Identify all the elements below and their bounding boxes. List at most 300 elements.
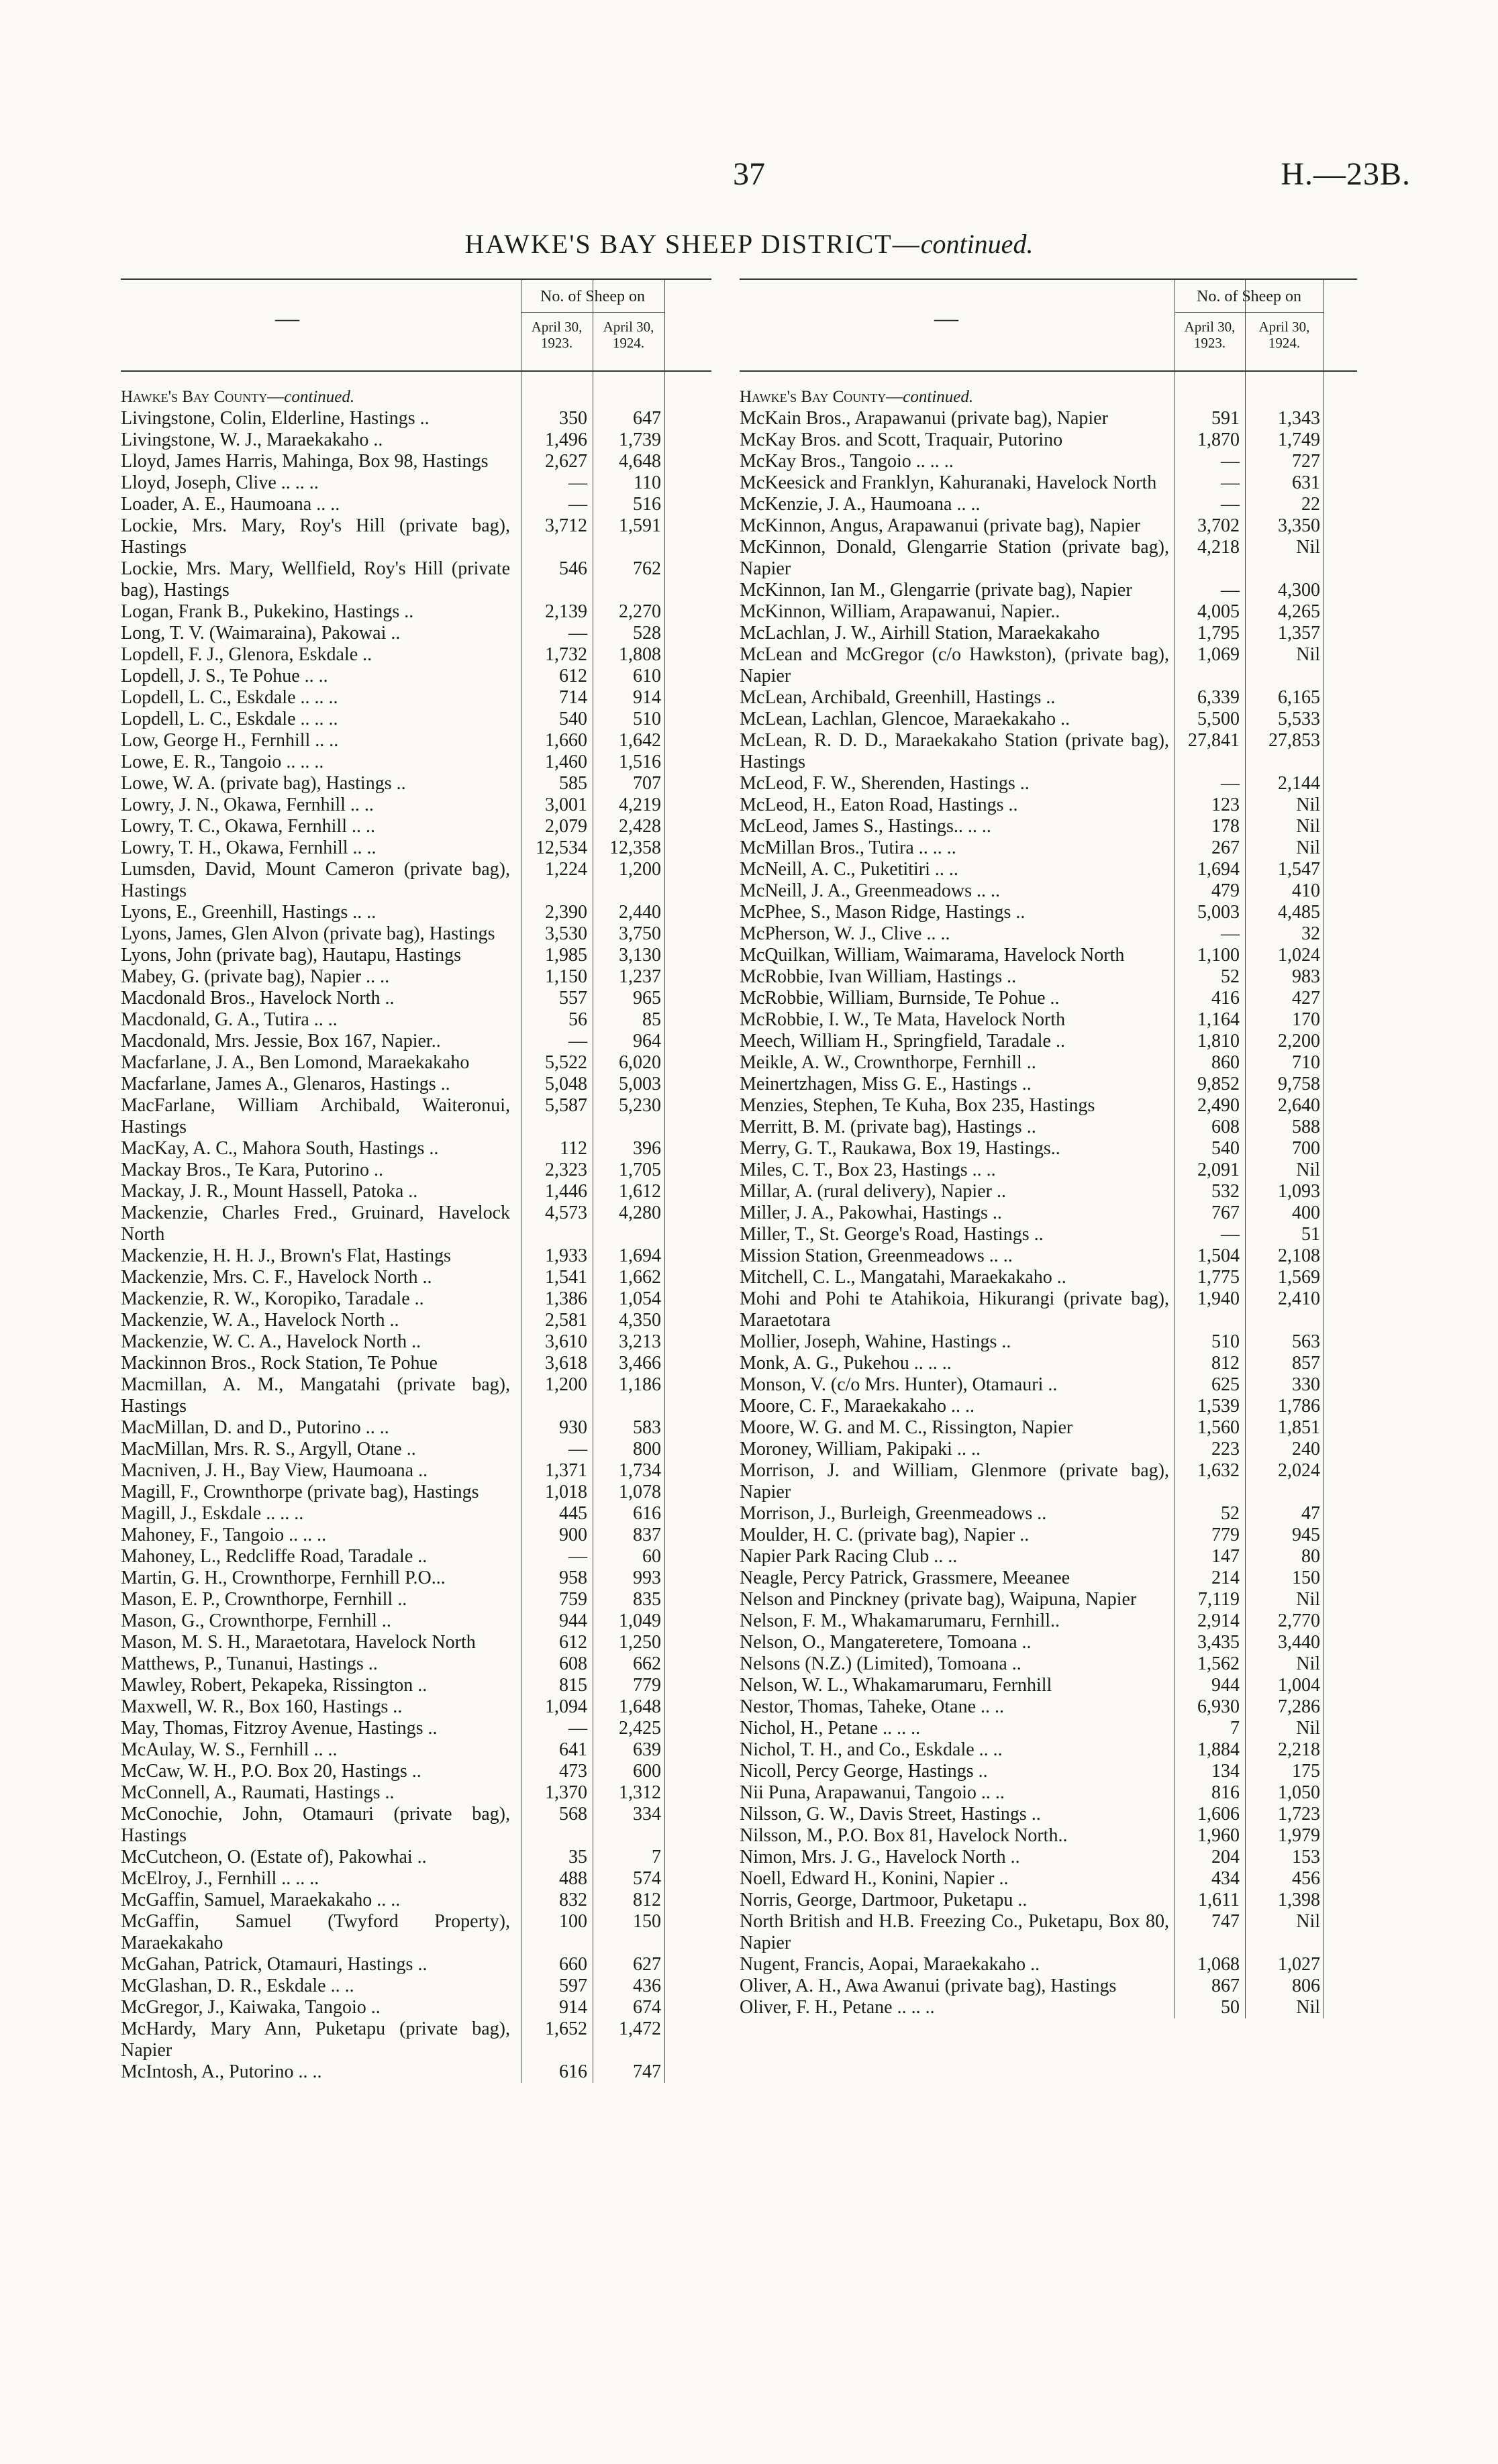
sheep-1923: 1,652 (545, 2018, 587, 2039)
table-row (121, 966, 711, 988)
entry-name: McAulay, W. S., Fernhill .. .. (121, 1739, 338, 1760)
sheep-1923: 1,632 (1197, 1460, 1240, 1481)
sheep-1924: 2,410 (1278, 1288, 1320, 1309)
page-number: 37 (733, 156, 765, 192)
sheep-1923: 860 (1211, 1052, 1240, 1073)
sheep-1923: 1,933 (545, 1245, 587, 1266)
table-row (121, 752, 711, 773)
sheep-1923: — (1221, 472, 1240, 493)
sheep-1924: 85 (642, 1009, 661, 1030)
sheep-1924: 983 (1292, 966, 1320, 987)
sheep-1923: — (1221, 1224, 1240, 1245)
entry-name: McLeod, H., Eaton Road, Hastings .. (740, 794, 1018, 815)
sheep-1923: 540 (1211, 1138, 1240, 1159)
sheep-1924: 170 (1292, 1009, 1320, 1030)
table-row (121, 429, 711, 451)
entry-name: McLean, Lachlan, Glencoe, Maraekakaho .. (740, 709, 1070, 729)
entry-name: Napier Park Racing Club .. .. (740, 1546, 958, 1567)
entry-name: Morrison, J. and William, Glenmore (private bag), Napier (740, 1460, 1169, 1502)
sheep-1923: 591 (1211, 408, 1240, 429)
table-row (740, 773, 1357, 794)
sheep-1923: 3,435 (1197, 1632, 1240, 1653)
entry-name: Nilsson, G. W., Davis Street, Hastings .. (740, 1804, 1041, 1825)
entry-name: Nii Puna, Arapawanui, Tangoio .. .. (740, 1782, 1005, 1803)
table-row (740, 1031, 1357, 1052)
entry-name: McKenzie, J. A., Haumoana .. .. (740, 494, 981, 515)
sheep-1923: 3,530 (545, 923, 587, 944)
entry-name: McKinnon, Donald, Glengarrie Station (private bag), Napier (740, 537, 1169, 579)
sheep-1924: 47 (1301, 1503, 1320, 1524)
table-row (740, 451, 1357, 472)
sheep-1924: Nil (1296, 837, 1320, 858)
table-row (740, 1546, 1357, 1568)
table-row (121, 1761, 711, 1782)
sheep-1924: 5,533 (1278, 709, 1320, 729)
sheep-1924: 240 (1292, 1439, 1320, 1459)
sheep-1924: 427 (1292, 988, 1320, 1009)
sheep-1923: 1,164 (1197, 1009, 1240, 1030)
table-row (740, 1739, 1357, 1761)
entry-name: Nelson, F. M., Whakamarumaru, Fernhill.. (740, 1610, 1060, 1631)
column-rule (1245, 278, 1246, 2018)
sheep-1923: 1,960 (1197, 1825, 1240, 1846)
table-row (740, 966, 1357, 988)
table-row (121, 1632, 711, 1653)
sheep-1924: 1,050 (1278, 1782, 1320, 1803)
entry-name: McConnell, A., Raumati, Hastings .. (121, 1782, 395, 1803)
sheep-1923: 585 (559, 773, 587, 794)
table-row (121, 1374, 711, 1417)
sheep-1924: 727 (1292, 451, 1320, 472)
left-column (121, 278, 711, 2083)
right-rows (740, 408, 1357, 2018)
sheep-1924: Nil (1296, 1589, 1320, 1610)
entry-name: McHardy, Mary Ann, Puketapu (private bag), Napier (121, 2018, 510, 2061)
sheep-1924: 7,286 (1278, 1696, 1320, 1717)
sheep-1923: 1,940 (1197, 1288, 1240, 1309)
table-row (121, 408, 711, 429)
table-row (740, 1117, 1357, 1138)
sheep-1923: 434 (1211, 1868, 1240, 1889)
sheep-1923: 612 (559, 666, 587, 686)
entry-name: Moore, W. G. and M. C., Rissington, Napier (740, 1417, 1073, 1438)
table-row (740, 1160, 1357, 1181)
sheep-1923: 867 (1211, 1975, 1240, 1996)
table-row (121, 1718, 711, 1739)
sheep-1923: 1,371 (545, 1460, 587, 1481)
sheep-1924: 150 (633, 1911, 661, 1932)
sheep-1924: 1,547 (1278, 859, 1320, 880)
sheep-1924: 1,694 (619, 1245, 661, 1266)
entry-name: McKinnon, Ian M., Glengarrie (private bag), Napier (740, 580, 1132, 601)
table-row (121, 1696, 711, 1718)
sheep-1924: 330 (1292, 1374, 1320, 1395)
entry-name: Meech, William H., Springfield, Taradale .. (740, 1031, 1065, 1051)
table-row (121, 1997, 711, 2018)
sheep-1923: — (1221, 494, 1240, 515)
column-rule (664, 278, 665, 2083)
entry-name: MacMillan, Mrs. R. S., Argyll, Otane .. (121, 1439, 416, 1459)
table-row (121, 1546, 711, 1568)
table-row (740, 1202, 1357, 1224)
sheep-1924: 1,343 (1278, 408, 1320, 429)
sheep-1924: 812 (633, 1890, 661, 1910)
sheep-1923: 7,119 (1198, 1589, 1240, 1610)
table-row (740, 709, 1357, 730)
sheep-1924: 3,466 (619, 1353, 661, 1374)
right-header-dash: — (934, 305, 958, 331)
sheep-1924: 5,230 (619, 1095, 661, 1116)
entry-name: Lowry, J. N., Okawa, Fernhill .. .. (121, 794, 374, 815)
entry-name: McCaw, W. H., P.O. Box 20, Hastings .. (121, 1761, 421, 1782)
entry-name: Mollier, Joseph, Wahine, Hastings .. (740, 1331, 1011, 1352)
sheep-1924: 27,853 (1268, 730, 1320, 751)
table-row (121, 1181, 711, 1202)
sheep-1924: Nil (1296, 644, 1320, 665)
right-header-group-rule (1175, 312, 1324, 313)
sheep-1923: 759 (559, 1589, 587, 1610)
entry-name: Loader, A. E., Haumoana .. .. (121, 494, 340, 515)
sheep-1924: 616 (633, 1503, 661, 1524)
sheep-1923: 930 (559, 1417, 587, 1438)
sheep-1923: — (1221, 580, 1240, 601)
table-row (121, 1353, 711, 1374)
entry-name: McKinnon, Angus, Arapawanui (private bag), Napier (740, 515, 1141, 536)
sheep-1924: 510 (633, 709, 661, 729)
entry-name: Macfarlane, J. A., Ben Lomond, Maraekakaho (121, 1052, 470, 1073)
sheep-1923: 178 (1211, 816, 1240, 837)
table-row (121, 687, 711, 709)
sheep-1924: 4,648 (619, 451, 661, 472)
sheep-1923: 35 (568, 1847, 587, 1867)
entry-name: McLean and McGregor (c/o Hawkston), (private bag), Napier (740, 644, 1169, 686)
table-row (740, 1718, 1357, 1739)
sheep-1923: 714 (559, 687, 587, 708)
sheep-1924: Nil (1296, 1718, 1320, 1739)
sheep-1924: 600 (633, 1761, 661, 1782)
sheep-1924: Nil (1296, 1653, 1320, 1674)
entry-name: Macniven, J. H., Bay View, Haumoana .. (121, 1460, 428, 1481)
right-column (740, 278, 1357, 2018)
sheep-1923: — (568, 472, 587, 493)
entry-name: Mackenzie, R. W., Koropiko, Taradale .. (121, 1288, 424, 1309)
entry-name: Mackay, J. R., Mount Hassell, Patoka .. (121, 1181, 418, 1202)
sheep-1924: 7 (652, 1847, 661, 1867)
table-row (121, 1009, 711, 1031)
sheep-1923: 568 (559, 1804, 587, 1825)
table-row (740, 687, 1357, 709)
sheep-1923: 815 (559, 1675, 587, 1696)
table-row (121, 644, 711, 666)
table-row (740, 1675, 1357, 1696)
sheep-1923: 1,446 (545, 1181, 587, 1202)
sheep-1923: 1,200 (545, 1374, 587, 1395)
table-row (740, 1503, 1357, 1525)
table-row (740, 1417, 1357, 1439)
sheep-1923: 123 (1211, 794, 1240, 815)
sheep-1923: 832 (559, 1890, 587, 1910)
sheep-1924: 60 (642, 1546, 661, 1567)
entry-name: Nugent, Francis, Aopai, Maraekakaho .. (740, 1954, 1040, 1975)
sheep-1924: 2,428 (619, 816, 661, 837)
sheep-1923: 767 (1211, 1202, 1240, 1223)
entry-name: McLeod, F. W., Sherenden, Hastings .. (740, 773, 1030, 794)
sheep-1924: Nil (1296, 1997, 1320, 2018)
entry-name: Mackinnon Bros., Rock Station, Te Pohue (121, 1353, 438, 1374)
table-row (121, 859, 711, 902)
entry-name: Lloyd, Joseph, Clive .. .. .. (121, 472, 319, 493)
sheep-1924: 631 (1292, 472, 1320, 493)
table-row (121, 730, 711, 752)
entry-name: Mason, G., Crownthorpe, Fernhill .. (121, 1610, 391, 1631)
sheep-1924: Nil (1296, 794, 1320, 815)
entry-name: Merritt, B. M. (private bag), Hastings .. (740, 1117, 1036, 1137)
entry-name: Matthews, P., Tunanui, Hastings .. (121, 1653, 378, 1674)
sheep-1923: 350 (559, 408, 587, 429)
sheep-1923: 608 (559, 1653, 587, 1674)
table-row (121, 1954, 711, 1975)
entry-name: McGregor, J., Kaiwaka, Tangoio .. (121, 1997, 381, 2018)
sheep-1923: 2,581 (545, 1310, 587, 1331)
entry-name: Maxwell, W. R., Box 160, Hastings .. (121, 1696, 403, 1717)
entry-name: Lyons, E., Greenhill, Hastings .. .. (121, 902, 377, 923)
table-row (740, 1825, 1357, 1847)
table-row (740, 988, 1357, 1009)
sheep-1924: 837 (633, 1525, 661, 1545)
sheep-1923: 2,390 (545, 902, 587, 923)
table-row (740, 408, 1357, 429)
table-row (740, 1331, 1357, 1353)
table-row (740, 1396, 1357, 1417)
sheep-1923: 3,618 (545, 1353, 587, 1374)
table-row (740, 1997, 1357, 2018)
sheep-1923: 1,069 (1197, 644, 1240, 665)
table-row (740, 601, 1357, 623)
entry-name: Nilsson, M., P.O. Box 81, Havelock North.. (740, 1825, 1068, 1846)
entry-name: MacFarlane, William Archibald, Waiteronui, Hastings (121, 1095, 510, 1137)
sheep-1924: 1,662 (619, 1267, 661, 1288)
sheep-1924: 1,749 (1278, 429, 1320, 450)
table-row (121, 1267, 711, 1288)
table-row (740, 1181, 1357, 1202)
entry-name: McIntosh, A., Putorino .. .. (121, 2061, 322, 2082)
entry-name: Nimon, Mrs. J. G., Havelock North .. (740, 1847, 1020, 1867)
sheep-1924: 9,758 (1278, 1074, 1320, 1094)
entry-name: Nestor, Thomas, Taheke, Otane .. .. (740, 1696, 1005, 1717)
sheep-1923: 112 (560, 1138, 587, 1159)
entry-name: Mahoney, L., Redcliffe Road, Taradale .. (121, 1546, 428, 1567)
sheep-1923: 612 (559, 1632, 587, 1653)
table-row (740, 1460, 1357, 1503)
sheep-1924: 627 (633, 1954, 661, 1975)
sheep-1924: 1,516 (619, 752, 661, 772)
sheep-1924: 993 (633, 1568, 661, 1588)
entry-name: McKeesick and Franklyn, Kahuranaki, Havelock North (740, 472, 1157, 493)
entry-name: McNeill, J. A., Greenmeadows .. .. (740, 880, 1001, 901)
entry-name: McGaffin, Samuel (Twyford Property), Maraekakaho (121, 1911, 510, 1953)
sheep-1923: 1,560 (1197, 1417, 1240, 1438)
table-row (740, 1288, 1357, 1331)
sheep-1923: 2,139 (545, 601, 587, 622)
sheep-1923: 510 (1211, 1331, 1240, 1352)
sheep-1923: 479 (1211, 880, 1240, 901)
table-row (121, 1890, 711, 1911)
table-row (740, 1052, 1357, 1074)
entry-name: Lopdell, J. S., Te Pohue .. .. (121, 666, 328, 686)
table-row (740, 1847, 1357, 1868)
entry-name: May, Thomas, Fitzroy Avenue, Hastings .. (121, 1718, 438, 1739)
sheep-1924: 516 (633, 494, 661, 515)
sheep-1924: 762 (633, 558, 661, 579)
entry-name: Lumsden, David, Mount Cameron (private bag), Hastings (121, 859, 510, 901)
sheep-1923: 616 (559, 2061, 587, 2082)
entry-name: McPherson, W. J., Clive .. .. (740, 923, 950, 944)
sheep-1924: 2,440 (619, 902, 661, 923)
entry-name: Livingstone, Colin, Elderline, Hastings .. (121, 408, 430, 429)
entry-name: Lowry, T. C., Okawa, Fernhill .. .. (121, 816, 375, 837)
sheep-1924: 5,003 (619, 1074, 661, 1094)
entry-name: Mission Station, Greenmeadows .. .. (740, 1245, 1013, 1266)
entry-name: Magill, F., Crownthorpe (private bag), Hastings (121, 1482, 479, 1502)
sheep-1923: 1,150 (545, 966, 587, 987)
table-row (121, 1160, 711, 1181)
sheep-1923: 7 (1230, 1718, 1240, 1739)
entry-name: Moulder, H. C. (private bag), Napier .. (740, 1525, 1030, 1545)
sheep-1924: 945 (1292, 1525, 1320, 1545)
table-row (740, 1009, 1357, 1031)
sheep-1924: 1,186 (619, 1374, 661, 1395)
table-row (121, 773, 711, 794)
sheep-1923: 1,460 (545, 752, 587, 772)
sheep-1924: 1,078 (619, 1482, 661, 1502)
sheep-1924: 334 (633, 1804, 661, 1825)
table-row (121, 1503, 711, 1525)
sheep-1923: 1,100 (1197, 945, 1240, 966)
sheep-1924: 1,312 (619, 1782, 661, 1803)
sheep-1924: 1,004 (1278, 1675, 1320, 1696)
sheep-1924: 1,398 (1278, 1890, 1320, 1910)
sheep-1923: — (1221, 451, 1240, 472)
entry-name: Nelson and Pinckney (private bag), Waipuna, Napier (740, 1589, 1137, 1610)
table-row (740, 1610, 1357, 1632)
sheep-1923: 1,541 (545, 1267, 587, 1288)
table-row (121, 794, 711, 816)
entry-name: Moore, C. F., Maraekakaho .. .. (740, 1396, 975, 1417)
entry-name: McMillan Bros., Tutira .. .. .. (740, 837, 956, 858)
entry-name: Low, George H., Fernhill .. .. (121, 730, 339, 751)
sheep-1923: 416 (1211, 988, 1240, 1009)
sheep-1923: 4,005 (1197, 601, 1240, 622)
entry-name: McKinnon, William, Arapawanui, Napier.. (740, 601, 1060, 622)
sheep-1924: 700 (1292, 1138, 1320, 1159)
entry-name: Mitchell, C. L., Mangatahi, Maraekakaho .. (740, 1267, 1066, 1288)
entry-name: Morrison, J., Burleigh, Greenmeadows .. (740, 1503, 1047, 1524)
entry-name: McConochie, John, Otamauri (private bag), Hastings (121, 1804, 510, 1846)
sheep-1924: 1,705 (619, 1160, 661, 1180)
sheep-1923: 597 (559, 1975, 587, 1996)
entry-name: McKay Bros. and Scott, Traquair, Putorino (740, 429, 1063, 450)
table-row (740, 580, 1357, 601)
left-header-group: No. of Sheep on (540, 288, 645, 305)
sheep-1923: 2,079 (545, 816, 587, 837)
table-row (740, 644, 1357, 687)
sheep-1924: 1,250 (619, 1632, 661, 1653)
table-row (740, 494, 1357, 515)
sheep-1923: 1,795 (1197, 623, 1240, 644)
table-row (740, 837, 1357, 859)
sheep-1924: 639 (633, 1739, 661, 1760)
sheep-1923: — (1221, 923, 1240, 944)
sheep-1923: 1,068 (1197, 1954, 1240, 1975)
sheep-1923: 540 (559, 709, 587, 729)
table-row (740, 623, 1357, 644)
sheep-1923: 5,500 (1197, 709, 1240, 729)
sheep-1923: 488 (559, 1868, 587, 1889)
sheep-1924: Nil (1296, 816, 1320, 837)
table-row (740, 1138, 1357, 1160)
left-rows (121, 408, 711, 2083)
table-row (121, 1675, 711, 1696)
sheep-1923: 2,490 (1197, 1095, 1240, 1116)
sheep-1924: 400 (1292, 1202, 1320, 1223)
table-row (740, 1782, 1357, 1804)
table-row (121, 494, 711, 515)
entry-name: Nicoll, Percy George, Hastings .. (740, 1761, 988, 1782)
table-row (740, 1804, 1357, 1825)
entry-name: Miller, J. A., Pakowhai, Hastings .. (740, 1202, 1002, 1223)
sheep-1923: 3,001 (545, 794, 587, 815)
table-row (740, 1761, 1357, 1782)
table-row (121, 1052, 711, 1074)
entry-name: Mason, E. P., Crownthorpe, Fernhill .. (121, 1589, 407, 1610)
entry-name: McGlashan, D. R., Eskdale .. .. (121, 1975, 354, 1996)
table-row (740, 1696, 1357, 1718)
table-row (740, 945, 1357, 966)
table-row (121, 1911, 711, 1954)
table-row (740, 1868, 1357, 1890)
table-row (121, 1095, 711, 1138)
sheep-1924: 1,786 (1278, 1396, 1320, 1417)
title-main: HAWKE'S BAY SHEEP DISTRICT— (464, 229, 921, 259)
entry-name: Nelsons (N.Z.) (Limited), Tomoana .. (740, 1653, 1021, 1674)
sheep-1923: 1,985 (545, 945, 587, 966)
entry-name: Mason, M. S. H., Maraetotara, Havelock North (121, 1632, 476, 1653)
sheep-1923: 6,339 (1197, 687, 1240, 708)
sheep-1924: 563 (1292, 1331, 1320, 1352)
table-row (121, 2018, 711, 2061)
table-row (740, 923, 1357, 945)
table-row (740, 1632, 1357, 1653)
sheep-1924: 528 (633, 623, 661, 644)
entry-name: Lloyd, James Harris, Mahinga, Box 98, Hastings (121, 451, 489, 472)
sheep-1923: 267 (1211, 837, 1240, 858)
sheep-1924: 456 (1292, 1868, 1320, 1889)
sheep-1923: 12,534 (536, 837, 587, 858)
sheep-1924: 662 (633, 1653, 661, 1674)
sheep-1923: 1,496 (545, 429, 587, 450)
sheep-1923: 1,094 (545, 1696, 587, 1717)
entry-name: North British and H.B. Freezing Co., Puketapu, Box 80, Napier (740, 1911, 1169, 1953)
table-row (740, 1224, 1357, 1245)
document-code: H.—23B. (1281, 156, 1411, 192)
sheep-1923: 204 (1211, 1847, 1240, 1867)
table-row (121, 945, 711, 966)
entry-name: Mohi and Pohi te Atahikoia, Hikurangi (private bag), Maraetotara (740, 1288, 1169, 1331)
entry-name: Lopdell, L. C., Eskdale .. .. .. (121, 709, 338, 729)
sheep-1923: 1,018 (545, 1482, 587, 1502)
sheep-1923: 6,930 (1197, 1696, 1240, 1717)
left-header-year2: April 30, 1924. (603, 319, 654, 351)
